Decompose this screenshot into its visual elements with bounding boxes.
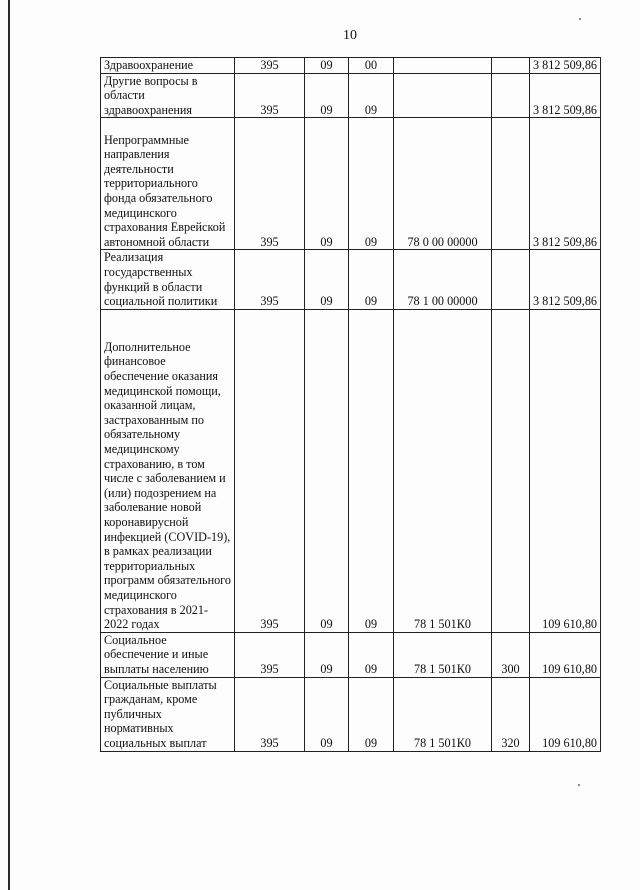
row-name-cell: Социальное обеспечение и иные выплаты населению — [101, 632, 235, 677]
target-code-cell: 78 1 501К0 — [394, 309, 492, 632]
target-code-cell: 78 1 00 00000 — [394, 250, 492, 309]
subsection-code-cell: 09 — [349, 309, 394, 632]
subsection-code-cell: 09 — [349, 118, 394, 250]
ministry-code-cell: 395 — [235, 309, 305, 632]
amount-cell: 3 812 509,86 — [530, 250, 601, 309]
section-code-cell: 09 — [305, 677, 349, 751]
table-row — [101, 58, 601, 74]
table-row — [101, 73, 601, 118]
section-code-cell: 09 — [305, 309, 349, 632]
budget-table — [100, 57, 601, 752]
amount-cell: 3 812 509,86 — [530, 73, 601, 118]
target-code-cell: 78 1 501К0 — [394, 677, 492, 751]
scan-speck — [578, 784, 580, 786]
target-code-cell: 78 0 00 00000 — [394, 118, 492, 250]
expense-type-cell — [492, 58, 530, 74]
section-code-cell: 09 — [305, 118, 349, 250]
subsection-code-cell: 09 — [349, 250, 394, 309]
scan-speck — [579, 18, 581, 20]
table-row — [101, 118, 601, 250]
expense-type-cell — [492, 250, 530, 309]
row-name-cell: Социальные выплаты гражданам, кроме публичных нормативных социальных выплат — [101, 677, 235, 751]
binding-edge-line — [8, 0, 10, 890]
amount-cell: 109 610,80 — [530, 632, 601, 677]
target-code-cell — [394, 58, 492, 74]
row-name-cell: Реализация государственных функций в области социальной политики — [101, 250, 235, 309]
target-code-cell — [394, 73, 492, 118]
section-code-cell: 09 — [305, 73, 349, 118]
ministry-code-cell: 395 — [235, 250, 305, 309]
ministry-code-cell: 395 — [235, 632, 305, 677]
page-number: 10 — [343, 28, 357, 43]
table-row — [101, 250, 601, 309]
expense-type-cell: 300 — [492, 632, 530, 677]
expense-type-cell: 320 — [492, 677, 530, 751]
subsection-code-cell: 09 — [349, 632, 394, 677]
ministry-code-cell: 395 — [235, 58, 305, 74]
row-name-cell: Здравоохранение — [101, 58, 235, 74]
row-name-cell: Другие вопросы в области здравоохранения — [101, 73, 235, 118]
ministry-code-cell: 395 — [235, 118, 305, 250]
target-code-cell: 78 1 501К0 — [394, 632, 492, 677]
amount-cell: 109 610,80 — [530, 309, 601, 632]
subsection-code-cell: 09 — [349, 73, 394, 118]
ministry-code-cell: 395 — [235, 73, 305, 118]
expense-type-cell — [492, 73, 530, 118]
row-name-cell: Дополнительное финансовое обеспечение оказания медицинской помощи, оказанной лицам, застрахованным по обязательному медицинскому страхованию, в том числе с заболеванием и (или) подозрением на заболевание новой коронавирусной инфекцией (COVID-19), в рамках реализации территориальных программ обязательного медицинского страхования в 2021-2022 годах — [101, 309, 235, 632]
expense-type-cell — [492, 309, 530, 632]
table-row — [101, 309, 601, 632]
table-row — [101, 677, 601, 751]
ministry-code-cell: 395 — [235, 677, 305, 751]
section-code-cell: 09 — [305, 250, 349, 309]
amount-cell: 109 610,80 — [530, 677, 601, 751]
subsection-code-cell: 09 — [349, 677, 394, 751]
amount-cell: 3 812 509,86 — [530, 118, 601, 250]
section-code-cell: 09 — [305, 58, 349, 74]
expense-type-cell — [492, 118, 530, 250]
table-row — [101, 632, 601, 677]
section-code-cell: 09 — [305, 632, 349, 677]
amount-cell: 3 812 509,86 — [530, 58, 601, 74]
row-name-cell: Непрограммные направления деятельности территориального фонда обязательного медицинского страхования Еврейской автономной области — [101, 118, 235, 250]
subsection-code-cell: 00 — [349, 58, 394, 74]
